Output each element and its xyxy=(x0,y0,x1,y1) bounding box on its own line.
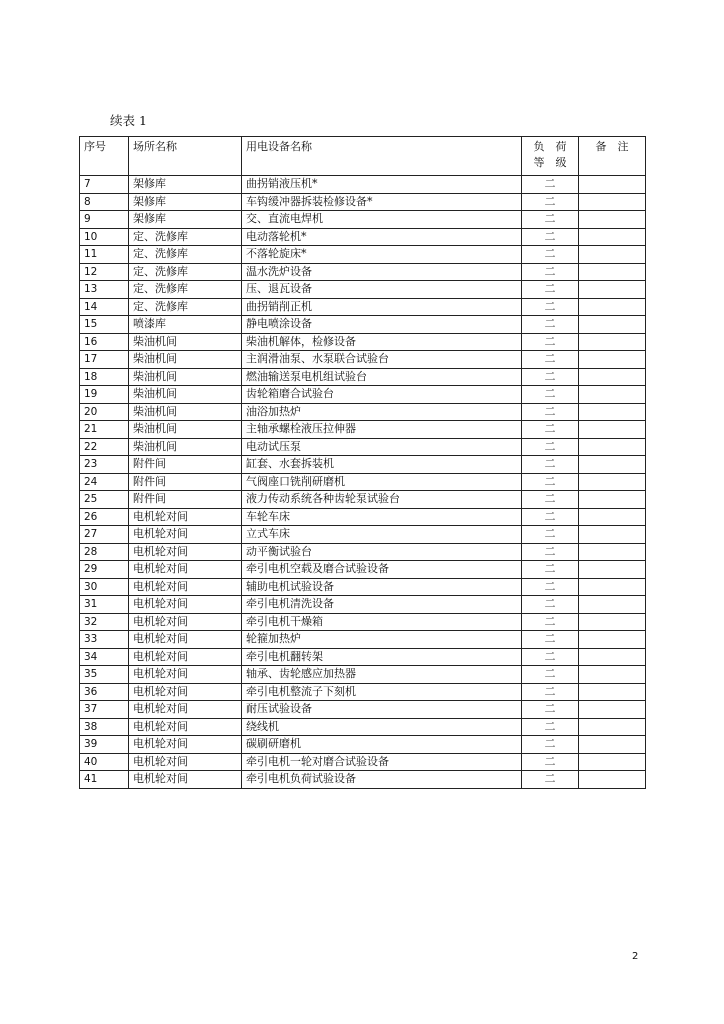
cell-no: 32 xyxy=(80,613,129,631)
cell-note xyxy=(579,438,646,456)
cell-place: 附件间 xyxy=(129,491,242,509)
cell-note xyxy=(579,753,646,771)
cell-place: 电机轮对间 xyxy=(129,718,242,736)
cell-note xyxy=(579,596,646,614)
cell-load-level: 二 xyxy=(522,666,579,684)
cell-place: 定、洗修库 xyxy=(129,246,242,264)
header-equipment: 用电设备名称 xyxy=(242,137,522,176)
cell-place: 柴油机间 xyxy=(129,333,242,351)
cell-no: 14 xyxy=(80,298,129,316)
table-row xyxy=(80,246,646,264)
cell-note xyxy=(579,701,646,719)
cell-place: 架修库 xyxy=(129,211,242,229)
cell-place: 定、洗修库 xyxy=(129,281,242,299)
cell-note xyxy=(579,543,646,561)
cell-load-level: 二 xyxy=(522,631,579,649)
cell-equipment: 曲拐销削正机 xyxy=(242,298,522,316)
cell-place: 电机轮对间 xyxy=(129,753,242,771)
cell-load-level: 二 xyxy=(522,718,579,736)
cell-load-level: 二 xyxy=(522,596,579,614)
cell-equipment: 碳刷研磨机 xyxy=(242,736,522,754)
table-header-row xyxy=(80,137,646,176)
cell-equipment: 辅助电机试验设备 xyxy=(242,578,522,596)
cell-note xyxy=(579,386,646,404)
cell-place: 电机轮对间 xyxy=(129,736,242,754)
cell-place: 电机轮对间 xyxy=(129,543,242,561)
cell-note xyxy=(579,718,646,736)
cell-load-level: 二 xyxy=(522,771,579,789)
table-row xyxy=(80,333,646,351)
cell-place: 柴油机间 xyxy=(129,403,242,421)
cell-note xyxy=(579,351,646,369)
cell-place: 电机轮对间 xyxy=(129,648,242,666)
cell-load-level: 二 xyxy=(522,193,579,211)
cell-load-level: 二 xyxy=(522,333,579,351)
cell-equipment: 交、直流电焊机 xyxy=(242,211,522,229)
cell-note xyxy=(579,771,646,789)
cell-no: 30 xyxy=(80,578,129,596)
cell-no: 18 xyxy=(80,368,129,386)
header-no: 序号 xyxy=(80,137,129,176)
table-row xyxy=(80,683,646,701)
table-row xyxy=(80,386,646,404)
cell-no: 38 xyxy=(80,718,129,736)
cell-place: 喷漆库 xyxy=(129,316,242,334)
cell-note xyxy=(579,246,646,264)
cell-note xyxy=(579,648,646,666)
cell-note xyxy=(579,508,646,526)
table-row xyxy=(80,508,646,526)
cell-no: 31 xyxy=(80,596,129,614)
cell-place: 架修库 xyxy=(129,193,242,211)
cell-no: 8 xyxy=(80,193,129,211)
cell-equipment: 主润滑油泵、水泵联合试验台 xyxy=(242,351,522,369)
cell-place: 电机轮对间 xyxy=(129,631,242,649)
table-row xyxy=(80,666,646,684)
cell-load-level: 二 xyxy=(522,736,579,754)
table-row xyxy=(80,771,646,789)
cell-no: 27 xyxy=(80,526,129,544)
cell-load-level: 二 xyxy=(522,211,579,229)
table-row xyxy=(80,491,646,509)
cell-no: 40 xyxy=(80,753,129,771)
cell-note xyxy=(579,211,646,229)
cell-note xyxy=(579,631,646,649)
cell-load-level: 二 xyxy=(522,543,579,561)
cell-load-level: 二 xyxy=(522,613,579,631)
cell-note xyxy=(579,526,646,544)
table-row xyxy=(80,701,646,719)
table-row xyxy=(80,736,646,754)
cell-load-level: 二 xyxy=(522,368,579,386)
cell-load-level: 二 xyxy=(522,246,579,264)
cell-note xyxy=(579,421,646,439)
cell-equipment: 牵引电机干燥箱 xyxy=(242,613,522,631)
header-load-level xyxy=(522,137,579,176)
cell-load-level: 二 xyxy=(522,561,579,579)
cell-equipment: 不落轮旋床* xyxy=(242,246,522,264)
table-row xyxy=(80,613,646,631)
cell-equipment: 牵引电机整流子下刻机 xyxy=(242,683,522,701)
header-place: 场所名称 xyxy=(129,137,242,176)
cell-equipment: 油浴加热炉 xyxy=(242,403,522,421)
table-row xyxy=(80,543,646,561)
table-row xyxy=(80,596,646,614)
cell-place: 定、洗修库 xyxy=(129,228,242,246)
cell-equipment: 牵引电机一轮对磨合试验设备 xyxy=(242,753,522,771)
cell-no: 25 xyxy=(80,491,129,509)
cell-note xyxy=(579,613,646,631)
cell-no: 21 xyxy=(80,421,129,439)
cell-equipment: 气阀座口铣削研磨机 xyxy=(242,473,522,491)
cell-no: 39 xyxy=(80,736,129,754)
cell-no: 22 xyxy=(80,438,129,456)
load-level-table xyxy=(79,136,646,789)
cell-no: 7 xyxy=(80,176,129,194)
cell-note xyxy=(579,281,646,299)
cell-load-level: 二 xyxy=(522,508,579,526)
cell-equipment: 车轮车床 xyxy=(242,508,522,526)
table-row xyxy=(80,421,646,439)
cell-load-level: 二 xyxy=(522,298,579,316)
cell-no: 13 xyxy=(80,281,129,299)
cell-note xyxy=(579,491,646,509)
cell-no: 10 xyxy=(80,228,129,246)
cell-note xyxy=(579,298,646,316)
table-row xyxy=(80,456,646,474)
cell-note xyxy=(579,176,646,194)
cell-no: 34 xyxy=(80,648,129,666)
cell-note xyxy=(579,666,646,684)
cell-no: 9 xyxy=(80,211,129,229)
cell-equipment: 轮箍加热炉 xyxy=(242,631,522,649)
cell-note xyxy=(579,473,646,491)
cell-note xyxy=(579,316,646,334)
table-row xyxy=(80,316,646,334)
cell-no: 24 xyxy=(80,473,129,491)
cell-note xyxy=(579,736,646,754)
cell-equipment: 缸套、水套拆装机 xyxy=(242,456,522,474)
cell-place: 定、洗修库 xyxy=(129,263,242,281)
table-row xyxy=(80,211,646,229)
cell-place: 电机轮对间 xyxy=(129,613,242,631)
cell-equipment: 车钩缓冲器拆装检修设备* xyxy=(242,193,522,211)
cell-load-level: 二 xyxy=(522,473,579,491)
cell-load-level: 二 xyxy=(522,456,579,474)
cell-load-level: 二 xyxy=(522,526,579,544)
cell-equipment: 液力传动系统各种齿轮泵试验台 xyxy=(242,491,522,509)
cell-load-level: 二 xyxy=(522,753,579,771)
table-row xyxy=(80,228,646,246)
cell-note xyxy=(579,683,646,701)
cell-place: 架修库 xyxy=(129,176,242,194)
cell-equipment: 静电喷涂设备 xyxy=(242,316,522,334)
table-row xyxy=(80,298,646,316)
cell-equipment: 动平衡试验台 xyxy=(242,543,522,561)
cell-no: 19 xyxy=(80,386,129,404)
cell-equipment: 齿轮箱磨合试验台 xyxy=(242,386,522,404)
cell-load-level: 二 xyxy=(522,683,579,701)
cell-equipment: 轴承、齿轮感应加热器 xyxy=(242,666,522,684)
cell-note xyxy=(579,561,646,579)
table-row xyxy=(80,193,646,211)
cell-place: 电机轮对间 xyxy=(129,701,242,719)
cell-place: 柴油机间 xyxy=(129,438,242,456)
table-row xyxy=(80,473,646,491)
cell-no: 35 xyxy=(80,666,129,684)
cell-no: 17 xyxy=(80,351,129,369)
cell-no: 11 xyxy=(80,246,129,264)
cell-equipment: 燃油输送泵电机组试验台 xyxy=(242,368,522,386)
header-note: 备 注 xyxy=(579,137,646,176)
cell-place: 电机轮对间 xyxy=(129,578,242,596)
table-row xyxy=(80,648,646,666)
cell-load-level: 二 xyxy=(522,228,579,246)
table-row xyxy=(80,561,646,579)
cell-note xyxy=(579,403,646,421)
cell-note xyxy=(579,368,646,386)
cell-load-level: 二 xyxy=(522,351,579,369)
cell-no: 20 xyxy=(80,403,129,421)
cell-equipment: 压、退瓦设备 xyxy=(242,281,522,299)
cell-equipment: 电动试压泵 xyxy=(242,438,522,456)
cell-place: 电机轮对间 xyxy=(129,561,242,579)
cell-no: 29 xyxy=(80,561,129,579)
cell-place: 电机轮对间 xyxy=(129,683,242,701)
cell-load-level: 二 xyxy=(522,386,579,404)
cell-load-level: 二 xyxy=(522,491,579,509)
cell-place: 柴油机间 xyxy=(129,351,242,369)
cell-load-level: 二 xyxy=(522,701,579,719)
table-row xyxy=(80,281,646,299)
cell-place: 电机轮对间 xyxy=(129,666,242,684)
cell-no: 33 xyxy=(80,631,129,649)
cell-equipment: 绕线机 xyxy=(242,718,522,736)
cell-no: 41 xyxy=(80,771,129,789)
cell-load-level: 二 xyxy=(522,263,579,281)
table-row xyxy=(80,438,646,456)
cell-place: 附件间 xyxy=(129,473,242,491)
cell-place: 电机轮对间 xyxy=(129,596,242,614)
cell-place: 柴油机间 xyxy=(129,368,242,386)
cell-note xyxy=(579,228,646,246)
cell-no: 16 xyxy=(80,333,129,351)
cell-equipment: 立式车床 xyxy=(242,526,522,544)
cell-note xyxy=(579,263,646,281)
cell-equipment: 电动落轮机* xyxy=(242,228,522,246)
cell-load-level: 二 xyxy=(522,421,579,439)
cell-no: 23 xyxy=(80,456,129,474)
cell-no: 12 xyxy=(80,263,129,281)
header-load-level-line2: 等 级 xyxy=(533,156,567,169)
cell-place: 定、洗修库 xyxy=(129,298,242,316)
cell-load-level: 二 xyxy=(522,176,579,194)
cell-no: 15 xyxy=(80,316,129,334)
cell-place: 附件间 xyxy=(129,456,242,474)
cell-equipment: 曲拐销液压机* xyxy=(242,176,522,194)
cell-load-level: 二 xyxy=(522,438,579,456)
table-row xyxy=(80,263,646,281)
cell-note xyxy=(579,578,646,596)
table-caption: 续表 1 xyxy=(110,113,147,128)
table-row xyxy=(80,176,646,194)
cell-equipment: 耐压试验设备 xyxy=(242,701,522,719)
cell-place: 电机轮对间 xyxy=(129,771,242,789)
cell-load-level: 二 xyxy=(522,648,579,666)
header-load-level-line1: 负 荷 xyxy=(533,140,567,153)
table-row xyxy=(80,631,646,649)
table-row xyxy=(80,578,646,596)
cell-equipment: 主轴承螺栓液压拉伸器 xyxy=(242,421,522,439)
cell-no: 26 xyxy=(80,508,129,526)
cell-place: 电机轮对间 xyxy=(129,508,242,526)
cell-equipment: 牵引电机清洗设备 xyxy=(242,596,522,614)
table-row xyxy=(80,368,646,386)
cell-place: 柴油机间 xyxy=(129,386,242,404)
cell-equipment: 牵引电机空载及磨合试验设备 xyxy=(242,561,522,579)
cell-load-level: 二 xyxy=(522,316,579,334)
cell-load-level: 二 xyxy=(522,403,579,421)
cell-equipment: 牵引电机翻转架 xyxy=(242,648,522,666)
cell-equipment: 柴油机解体，检修设备 xyxy=(242,333,522,351)
cell-note xyxy=(579,193,646,211)
table-row xyxy=(80,526,646,544)
cell-place: 电机轮对间 xyxy=(129,526,242,544)
cell-equipment: 牵引电机负荷试验设备 xyxy=(242,771,522,789)
table-row xyxy=(80,753,646,771)
cell-no: 37 xyxy=(80,701,129,719)
cell-load-level: 二 xyxy=(522,578,579,596)
cell-no: 36 xyxy=(80,683,129,701)
table-row xyxy=(80,718,646,736)
table-row xyxy=(80,351,646,369)
table-body xyxy=(80,176,646,789)
cell-place: 柴油机间 xyxy=(129,421,242,439)
cell-equipment: 温水洗炉设备 xyxy=(242,263,522,281)
cell-note xyxy=(579,456,646,474)
page-number: 2 xyxy=(632,951,639,962)
cell-load-level: 二 xyxy=(522,281,579,299)
cell-note xyxy=(579,333,646,351)
table-row xyxy=(80,403,646,421)
cell-no: 28 xyxy=(80,543,129,561)
